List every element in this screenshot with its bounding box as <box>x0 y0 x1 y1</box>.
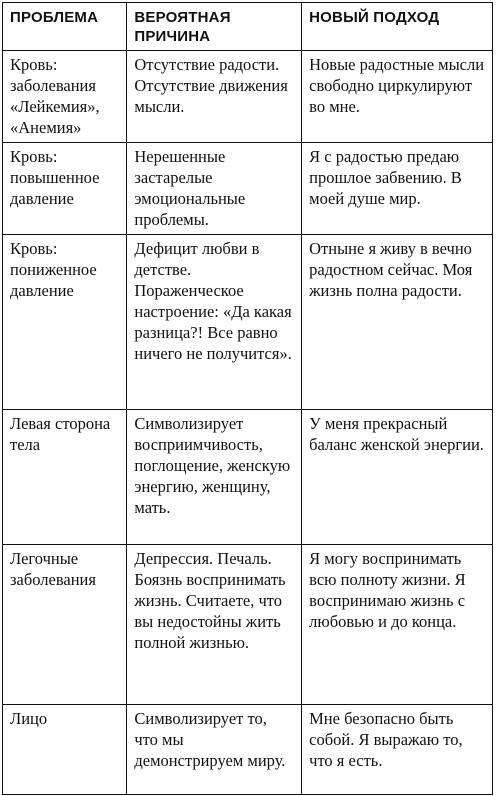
problem-cell: Кровь: пониженное давление <box>3 235 127 410</box>
approach-cell: У меня прекрасный баланс женской энергии. <box>302 410 493 545</box>
header-cause: ВЕРОЯТНАЯ ПРИЧИНА <box>127 3 302 51</box>
approach-cell: Я с радостью предаю прошлое забвению. В моей душе мир. <box>302 143 493 235</box>
cause-cell: Депрессия. Печаль. Боязнь воспринимать жизнь. Считаете, что вы недостойны жить полной жизнью. <box>127 545 302 705</box>
table-row <box>3 235 493 410</box>
table-row <box>3 143 493 235</box>
problem-cell: Легочные заболевания <box>3 545 127 705</box>
table-row <box>3 705 493 795</box>
table-row <box>3 51 493 143</box>
table-row <box>3 410 493 545</box>
problem-cell: Кровь: заболевания «Лейкемия», «Анемия» <box>3 51 127 143</box>
problem-cell: Кровь: повышенное давление <box>3 143 127 235</box>
table-row <box>3 545 493 705</box>
problem-cell: Лицо <box>3 705 127 795</box>
table-header-row <box>3 3 493 51</box>
cause-cell: Отсутствие радости. Отсутствие движения мысли. <box>127 51 302 143</box>
problems-table <box>2 2 493 795</box>
cause-cell: Дефицит любви в детстве. Пораженческое настроение: «Да какая разница?! Все равно ничего не получится». <box>127 235 302 410</box>
approach-cell: Я могу воспринимать всю полноту жизни. Я воспринимаю жизнь с любовью и до конца. <box>302 545 493 705</box>
cause-cell: Символизирует восприимчивость, поглощение, женскую энергию, женщину, мать. <box>127 410 302 545</box>
cause-cell: Нерешенные застарелые эмоциональные проблемы. <box>127 143 302 235</box>
cause-cell: Символизирует то, что мы демонстрируем миру. <box>127 705 302 795</box>
approach-cell: Отныне я живу в вечно радостном сейчас. Моя жизнь полна радости. <box>302 235 493 410</box>
problem-cell: Левая сторона тела <box>3 410 127 545</box>
approach-cell: Новые радостные мысли свободно циркулируют во мне. <box>302 51 493 143</box>
header-approach: НОВЫЙ ПОДХОД <box>302 3 493 51</box>
header-problem: ПРОБЛЕМА <box>3 3 127 51</box>
approach-cell: Мне безопасно быть собой. Я выражаю то, что я есть. <box>302 705 493 795</box>
